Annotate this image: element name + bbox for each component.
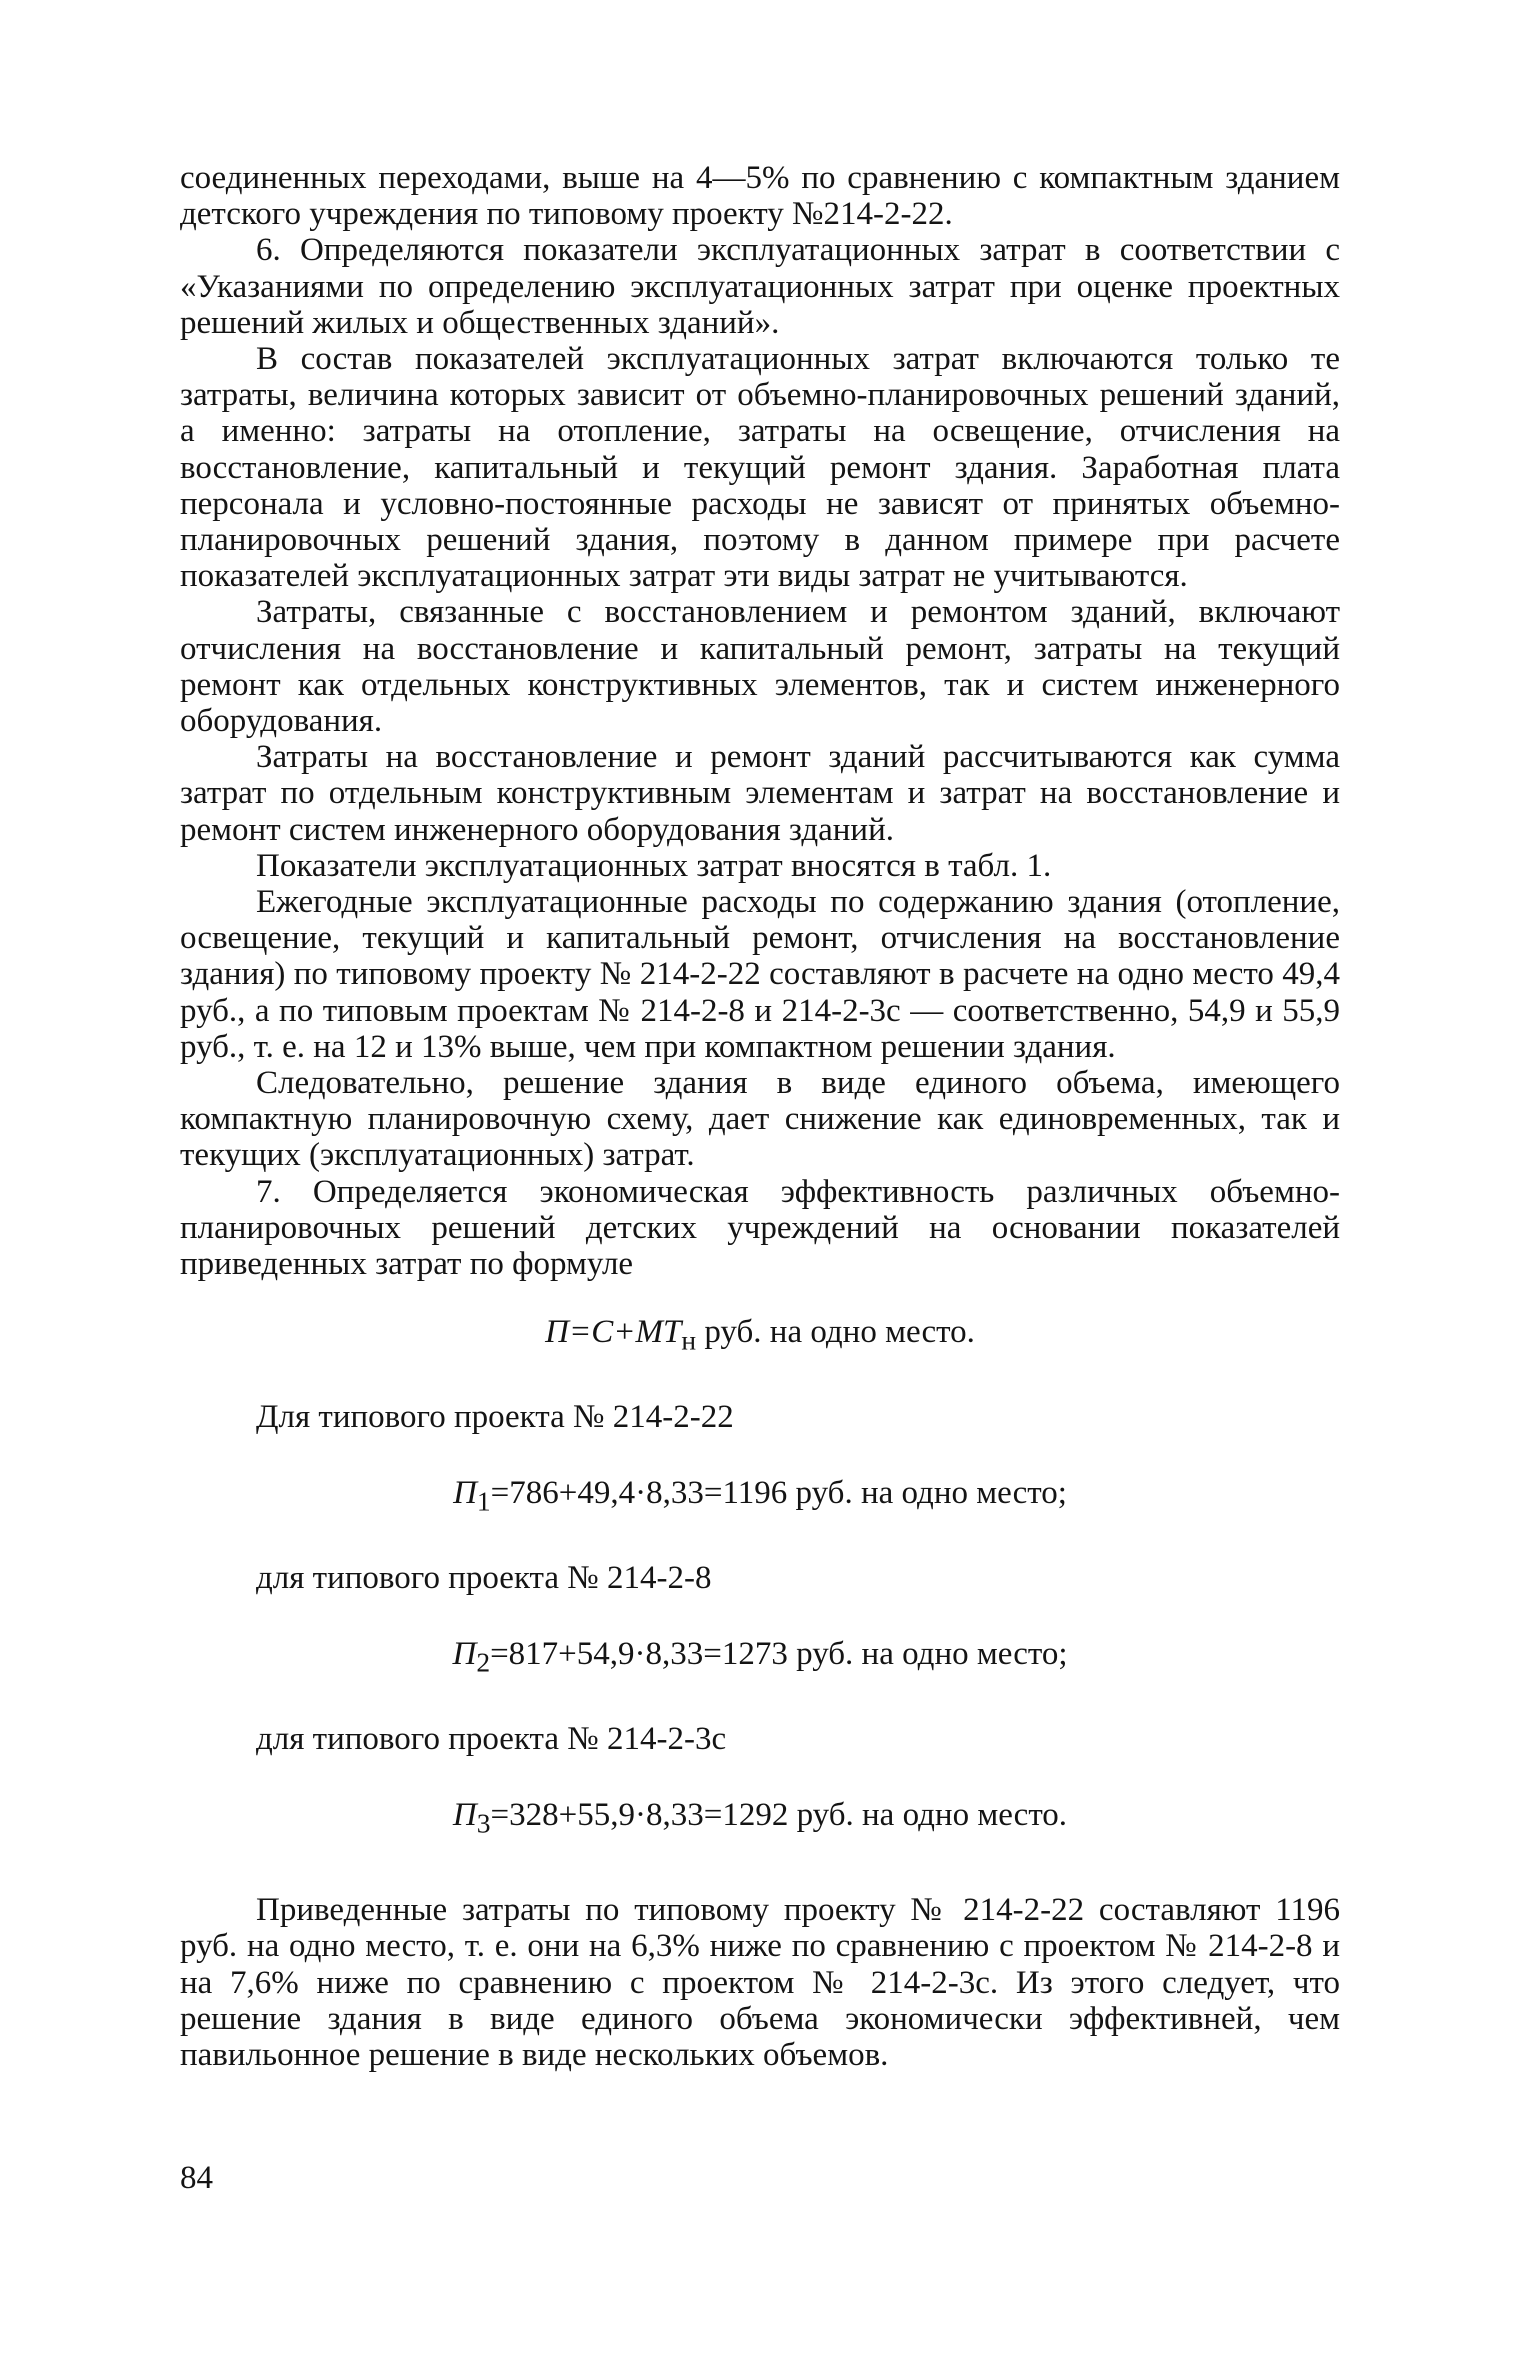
paragraph-annual-expenses: Ежегодные эксплуатационные расходы по содержанию здания (отопление, освещение, текущий и капитальный ремонт, отчисления на восстановление здания) по типовому проекту № 214-2-22 составляют в расчете на одно место 49,4 руб., а по типовым проектам № 214-2-8 и 214-2-3с — соответственно, 54,9 и 55,9 руб., т. е. на 12 и 13% выше, чем при компактном решении здания. bbox=[180, 884, 1340, 1065]
paragraph-final-conclusion: Приведенные затраты по типовому проекту № 214-2-22 составляют 1196 руб. на одно место, т. е. они на 6,3% ниже по сравнению с проектом № 214-2-8 и на 7,6% ниже по сравнению с проектом № 214-2-3с. Из этого следует, что решение здания в виде единого объема экономически эффективней, чем павильонное решение в виде нескольких объемов. bbox=[180, 1892, 1340, 2073]
formula-subscript: 3 bbox=[476, 1807, 491, 1839]
calc-label-214-2-22: Для типового проекта № 214-2-22 bbox=[256, 1399, 734, 1436]
paragraph-restoration-costs: Затраты на восстановление и ремонт зданий рассчитываются как сумма затрат по отдельным конструктивным элементам и затрат на восстановление и ремонт систем инженерного оборудования зданий. bbox=[180, 739, 1340, 848]
page-content bbox=[180, 160, 1340, 2320]
formula-symbol: П bbox=[452, 1797, 477, 1834]
formula-main bbox=[180, 1314, 1340, 1359]
formula-expression: =817+54,9·8,33=1273 руб. на одно место; bbox=[490, 1636, 1068, 1673]
formula-subscript: 2 bbox=[476, 1646, 491, 1678]
paragraph-continuation: соединенных переходами, выше на 4—5% по сравнению с компактным зданием детского учреждения по типовому проекту №214-2-22. bbox=[180, 160, 1340, 233]
formula-p2 bbox=[180, 1636, 1340, 1681]
formula-subscript: н bbox=[681, 1324, 697, 1356]
paragraph-table-reference: Показатели эксплуатационных затрат вносятся в табл. 1. bbox=[256, 847, 1052, 884]
formula-unit: руб. на одно место. bbox=[696, 1314, 975, 1351]
formula-symbol: П bbox=[453, 1475, 477, 1512]
paragraph-conclusion-single-volume: Следовательно, решение здания в виде единого объема, имеющего компактную планировочную схему, дает снижение как единовременных, так и текущих (эксплуатационных) затрат. bbox=[180, 1065, 1340, 1174]
page-number: 84 bbox=[180, 2160, 213, 2196]
formula-expression: =С+МТ bbox=[569, 1314, 682, 1351]
paragraph-repair-costs: Затраты, связанные с восстановлением и ремонтом зданий, включают отчисления на восстановление и капитальный ремонт, затраты на текущий ремонт как отдельных конструктивных элементов, так и систем инженерного оборудования. bbox=[180, 594, 1340, 740]
paragraph-item-7: 7. Определяется экономическая эффективность различных объемно-планировочных решений детских учреждений на основании показателей приведенных затрат по формуле bbox=[180, 1173, 1340, 1283]
calc-label-214-2-8: для типового проекта № 214-2-8 bbox=[256, 1560, 712, 1597]
formula-expression: =328+55,9·8,33=1292 руб. на одно место. bbox=[490, 1797, 1068, 1834]
formula-subscript: 1 bbox=[476, 1485, 491, 1517]
formula-p1 bbox=[180, 1475, 1340, 1520]
calc-label-214-2-3c: для типового проекта № 214-2-3с bbox=[256, 1721, 727, 1758]
formula-symbol: П bbox=[452, 1636, 477, 1673]
paragraph-costs-composition: В состав показателей эксплуатационных затрат включаются только те затраты, величина которых зависит от объемно-планировочных решений зданий, а именно: затраты на отопление, затраты на освещение, отчисления на восстановление, капитальный и текущий ремонт здания. Заработная плата персонала и условно-постоянные расходы не зависят от принятых объемно-планировочных решений здания, поэтому в данном примере при расчете показателей эксплуатационных затрат эти виды затрат не учитываются. bbox=[180, 341, 1340, 595]
formula-symbol: П bbox=[545, 1314, 569, 1351]
formula-p3 bbox=[180, 1797, 1340, 1842]
formula-expression: =786+49,4·8,33=1196 руб. на одно место; bbox=[490, 1475, 1067, 1512]
paragraph-item-6: 6. Определяются показатели эксплуатационных затрат в соответствии с «Указаниями по определению эксплуатационных затрат при оценке проектных решений жилых и общественных зданий». bbox=[180, 232, 1340, 341]
